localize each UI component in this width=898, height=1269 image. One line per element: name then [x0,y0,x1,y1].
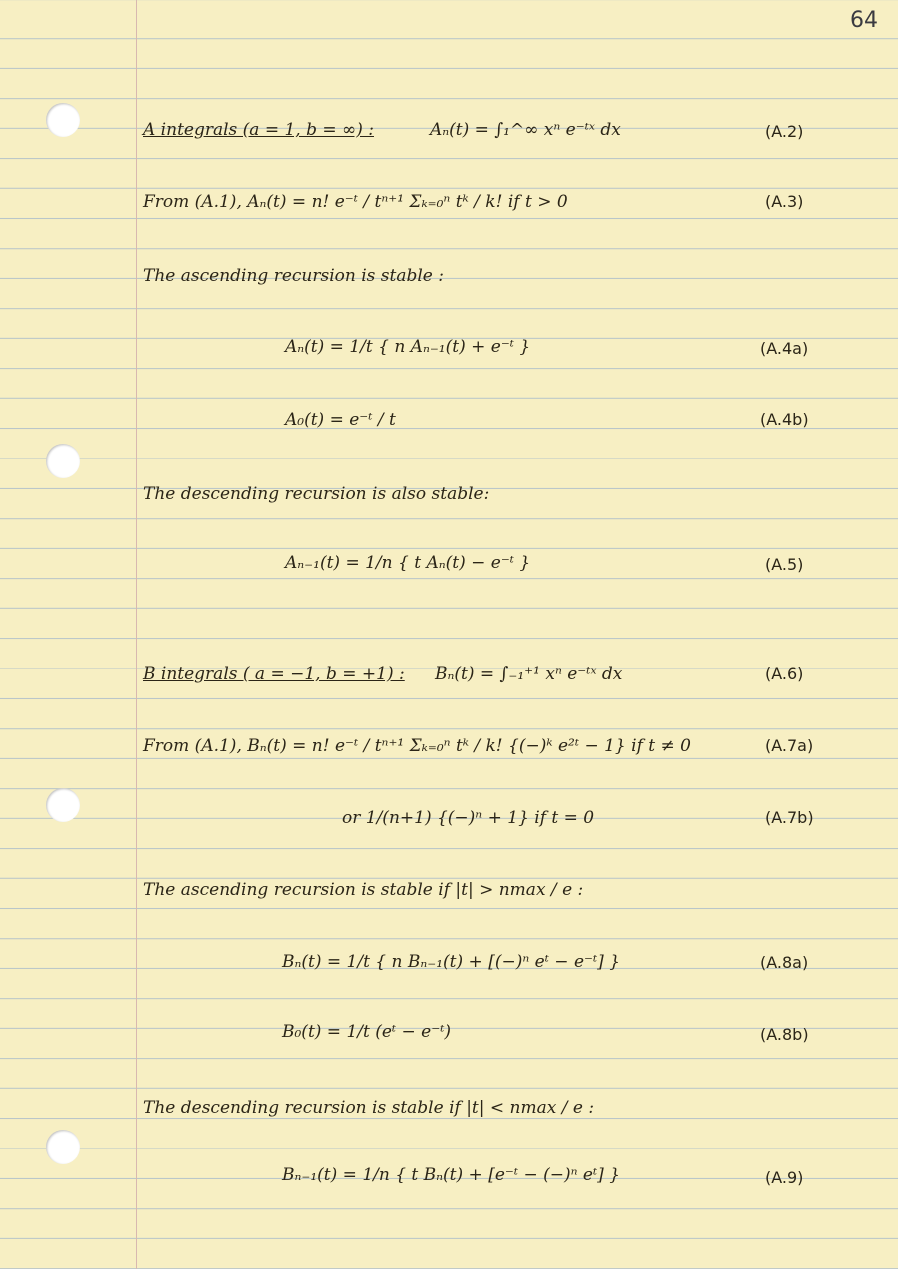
page-number: 64 [850,8,878,33]
b-integrals-heading: B integrals ( a = −1, b = +1) : [143,664,405,684]
b-zero-equation: B₀(t) = 1/t (eᵗ − e⁻ᵗ) [282,1022,452,1042]
equation-label: (A.5) [765,555,804,574]
equation-label: (A.7b) [765,808,814,827]
equation-label: (A.9) [765,1168,804,1187]
equation-label: (A.7a) [765,736,814,755]
a-descending-note: The descending recursion is also stable: [143,484,490,504]
equation-label: (A.4a) [760,339,809,358]
punch-hole [46,103,80,137]
a-closed-form-equation: From (A.1), Aₙ(t) = n! e⁻ᵗ / tⁿ⁺¹ Σₖ₌₀ⁿ tᵏ / k! if t > 0 [143,192,568,212]
equation-label: (A.3) [765,192,804,211]
margin-line [136,0,137,1269]
punch-hole [46,1130,80,1164]
a-ascending-note: The ascending recursion is stable : [143,266,444,286]
b-definition-equation: Bₙ(t) = ∫₋₁⁺¹ xⁿ e⁻ᵗˣ dx [435,664,623,684]
b-descending-equation: Bₙ₋₁(t) = 1/n { t Bₙ(t) + [e⁻ᵗ − (−)ⁿ eᵗ] } [282,1165,621,1185]
punch-hole [46,444,80,478]
equation-label: (A.8a) [760,953,809,972]
a-integrals-heading: A integrals (a = 1, b = ∞) : [143,120,374,140]
b-descending-note: The descending recursion is stable if |t| < nmax / e : [143,1098,595,1118]
b-ascending-equation: Bₙ(t) = 1/t { n Bₙ₋₁(t) + [(−)ⁿ eᵗ − e⁻ᵗ] } [282,952,621,972]
equation-label: (A.2) [765,122,804,141]
b-closed-form-zero-equation: or 1/(n+1) {(−)ⁿ + 1} if t = 0 [342,808,595,828]
b-ascending-note: The ascending recursion is stable if |t| > nmax / e : [143,880,584,900]
a-zero-equation: A₀(t) = e⁻ᵗ / t [285,410,396,430]
a-descending-equation: Aₙ₋₁(t) = 1/n { t Aₙ(t) − e⁻ᵗ } [285,553,531,573]
punch-hole [46,788,80,822]
equation-label: (A.4b) [760,410,809,429]
equation-label: (A.8b) [760,1025,809,1044]
a-definition-equation: Aₙ(t) = ∫₁^∞ xⁿ e⁻ᵗˣ dx [430,120,621,140]
b-closed-form-equation: From (A.1), Bₙ(t) = n! e⁻ᵗ / tⁿ⁺¹ Σₖ₌₀ⁿ tᵏ / k! {(−)ᵏ e²ᵗ − 1} if t ≠ 0 [143,736,691,756]
a-ascending-equation: Aₙ(t) = 1/t { n Aₙ₋₁(t) + e⁻ᵗ } [285,337,531,357]
equation-label: (A.6) [765,664,804,683]
